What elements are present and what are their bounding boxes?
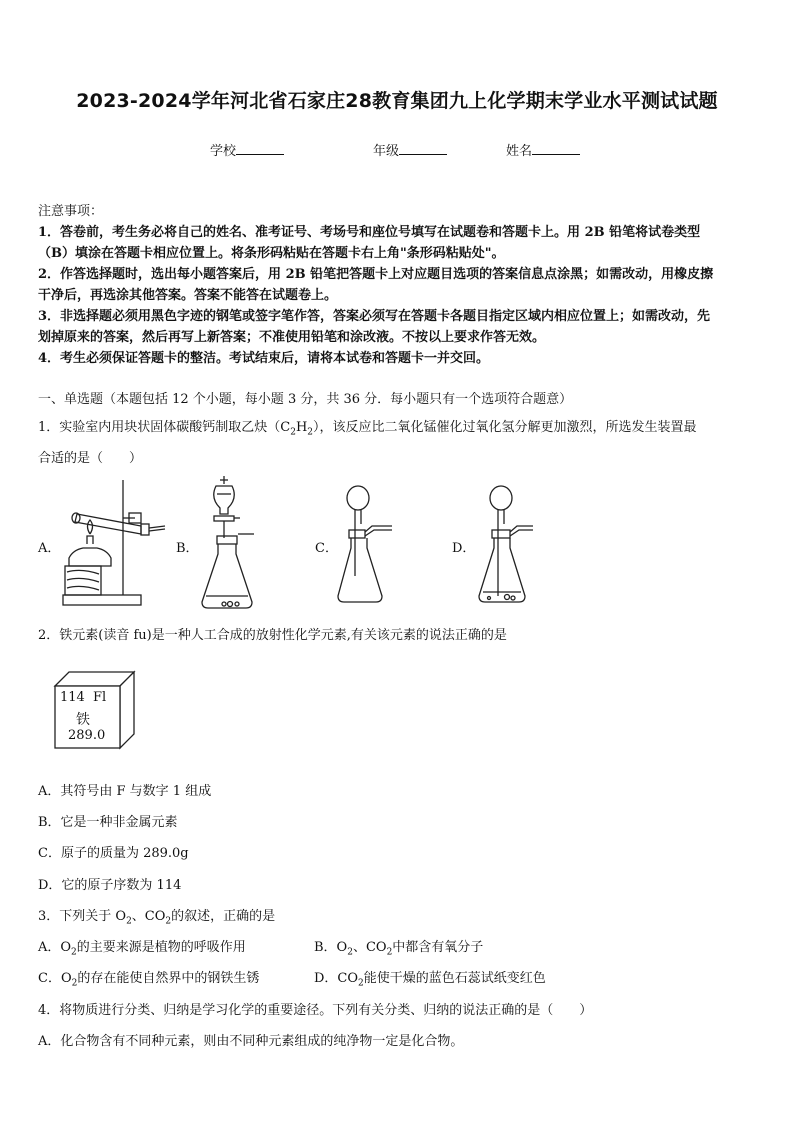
notice-line: （B）填涂在答题卡相应位置上。将条形码粘贴在答题卡右上角"条形码粘贴处"。 xyxy=(38,246,505,261)
q2-option-d[interactable]: D．它的原子序数为 114 xyxy=(38,878,182,893)
q1-sub: 2 xyxy=(290,427,296,438)
q3-sub: 2 xyxy=(71,978,78,989)
q3-option-a[interactable] xyxy=(38,936,246,958)
school-blank[interactable] xyxy=(236,142,284,155)
q1-sub: 2 xyxy=(307,427,314,438)
q3-sub: 2 xyxy=(126,916,132,927)
school-label: 学校 xyxy=(210,144,237,159)
grade-field[interactable] xyxy=(373,140,447,159)
q3-opt-part: C．O xyxy=(38,971,72,986)
grade-label: 年级 xyxy=(373,144,400,159)
q4-stem: 4．将物质进行分类、归纳是学习化学的重要途径。下列有关分类、归纳的说法正确的是（ ） xyxy=(38,1003,593,1018)
q1-stem-part: H xyxy=(295,420,308,435)
element-symbol: Fl xyxy=(93,690,107,705)
q2-option-c[interactable]: C．原子的质量为 289.0g xyxy=(38,846,189,861)
q1-option-c-label[interactable]: C． xyxy=(315,541,338,556)
q2-stem: 2．铁元素(读音 fu)是一种人工合成的放射性化学元素,有关该元素的说法正确的是 xyxy=(38,628,507,643)
notice-line: 3．非选择题必须用黑色字迹的钢笔或签字笔作答，答案必须写在答题卡各题目指定区域内相应位置上；如需改动，先 xyxy=(38,309,711,324)
q2-option-b[interactable]: B．它是一种非金属元素 xyxy=(38,815,178,830)
notice-line: 4．考生必须保证答题卡的整洁。考试结束后，请将本试卷和答题卡一并交回。 xyxy=(38,351,490,366)
q2-option-a[interactable]: A．其符号由 F 与数字 1 组成 xyxy=(38,784,212,799)
q1-option-b-label[interactable]: B． xyxy=(176,541,199,556)
q3-stem-part: 、CO xyxy=(131,909,166,924)
q3-sub: 2 xyxy=(347,947,353,958)
notice-line: 干净后，再选涂其他答案。答案不能答在试题卷上。 xyxy=(38,288,338,303)
q3-opt-part: 的主要来源是植物的呼吸作用 xyxy=(76,940,246,955)
exam-title: 2023-2024学年河北省石家庄28教育集团九上化学期末学业水平测试试题 xyxy=(76,90,718,112)
q3-opt-part: D．CO xyxy=(314,971,359,986)
notice-line: 划掉原来的答案，然后再写上新答案；不准使用铅笔和涂改液。不按以上要求作答无效。 xyxy=(38,330,546,345)
q3-opt-part: A．O xyxy=(38,940,72,955)
q3-opt-part: 能使干燥的蓝色石蕊试纸变红色 xyxy=(363,971,546,986)
apparatus-a-diagram[interactable] xyxy=(55,478,170,610)
q1-stem-line2: 合适的是（ ） xyxy=(38,451,143,466)
q3-option-b[interactable] xyxy=(314,936,483,958)
q3-opt-part: 、CO xyxy=(352,940,387,955)
q1-stem xyxy=(38,416,697,438)
element-name: 铁 xyxy=(76,712,90,728)
name-field[interactable] xyxy=(506,140,580,159)
q1-option-d-label[interactable]: D． xyxy=(452,541,476,556)
q3-option-d[interactable] xyxy=(314,967,546,989)
q3-stem xyxy=(38,905,275,927)
q3-opt-part: 中都含有氧分子 xyxy=(392,940,484,955)
q3-sub: 2 xyxy=(386,947,393,958)
q3-opt-part: 的存在能使自然界中的钢铁生锈 xyxy=(77,971,260,986)
school-field[interactable] xyxy=(210,140,284,159)
q4-option-a[interactable]: A．化合物含有不同种元素，则由不同种元素组成的纯净物一定是化合物。 xyxy=(38,1034,464,1049)
q1-stem-part: 1．实验室内用块状固体碳酸钙制取乙炔（C xyxy=(38,420,291,435)
q3-sub: 2 xyxy=(358,978,364,989)
q3-opt-part: B．O xyxy=(314,940,348,955)
notice-line: 2．作答选择题时，选出每小题答案后，用 2B 铅笔把答题卡上对应题目选项的答案信息点涂黑；如需改动，用橡皮擦 xyxy=(38,267,714,282)
element-atomic-number: 114 xyxy=(60,690,85,705)
apparatus-b-diagram[interactable] xyxy=(200,476,260,612)
apparatus-c-diagram[interactable] xyxy=(334,484,394,606)
q3-stem-part: 3．下列关于 O xyxy=(38,909,127,924)
q3-stem-part: 的叙述，正确的是 xyxy=(171,909,276,924)
element-mass: 289.0 xyxy=(68,728,106,743)
name-blank[interactable] xyxy=(532,142,580,155)
notice-block xyxy=(38,201,758,369)
name-label: 姓名 xyxy=(506,144,533,159)
grade-blank[interactable] xyxy=(399,142,447,155)
apparatus-d-diagram[interactable] xyxy=(475,484,535,608)
q3-option-c[interactable] xyxy=(38,967,259,989)
section-heading: 一、单选题（本题包括 12 个小题，每小题 3 分，共 36 分．每小题只有一个选项符合题意） xyxy=(38,392,573,407)
q1-stem-part: ），该反应比二氧化锰催化过氧化氢分解更加激烈，所选发生装置最 xyxy=(313,420,697,435)
q3-sub: 2 xyxy=(165,916,172,927)
notice-line: 1．答卷前，考生务必将自己的姓名、准考证号、考场号和座位号填写在试题卷和答题卡上。用 2B 铅笔将试卷类型 xyxy=(38,225,701,240)
q3-sub: 2 xyxy=(71,947,77,958)
notice-heading: 注意事项： xyxy=(38,204,104,219)
q1-option-a-label[interactable]: A． xyxy=(38,541,61,556)
